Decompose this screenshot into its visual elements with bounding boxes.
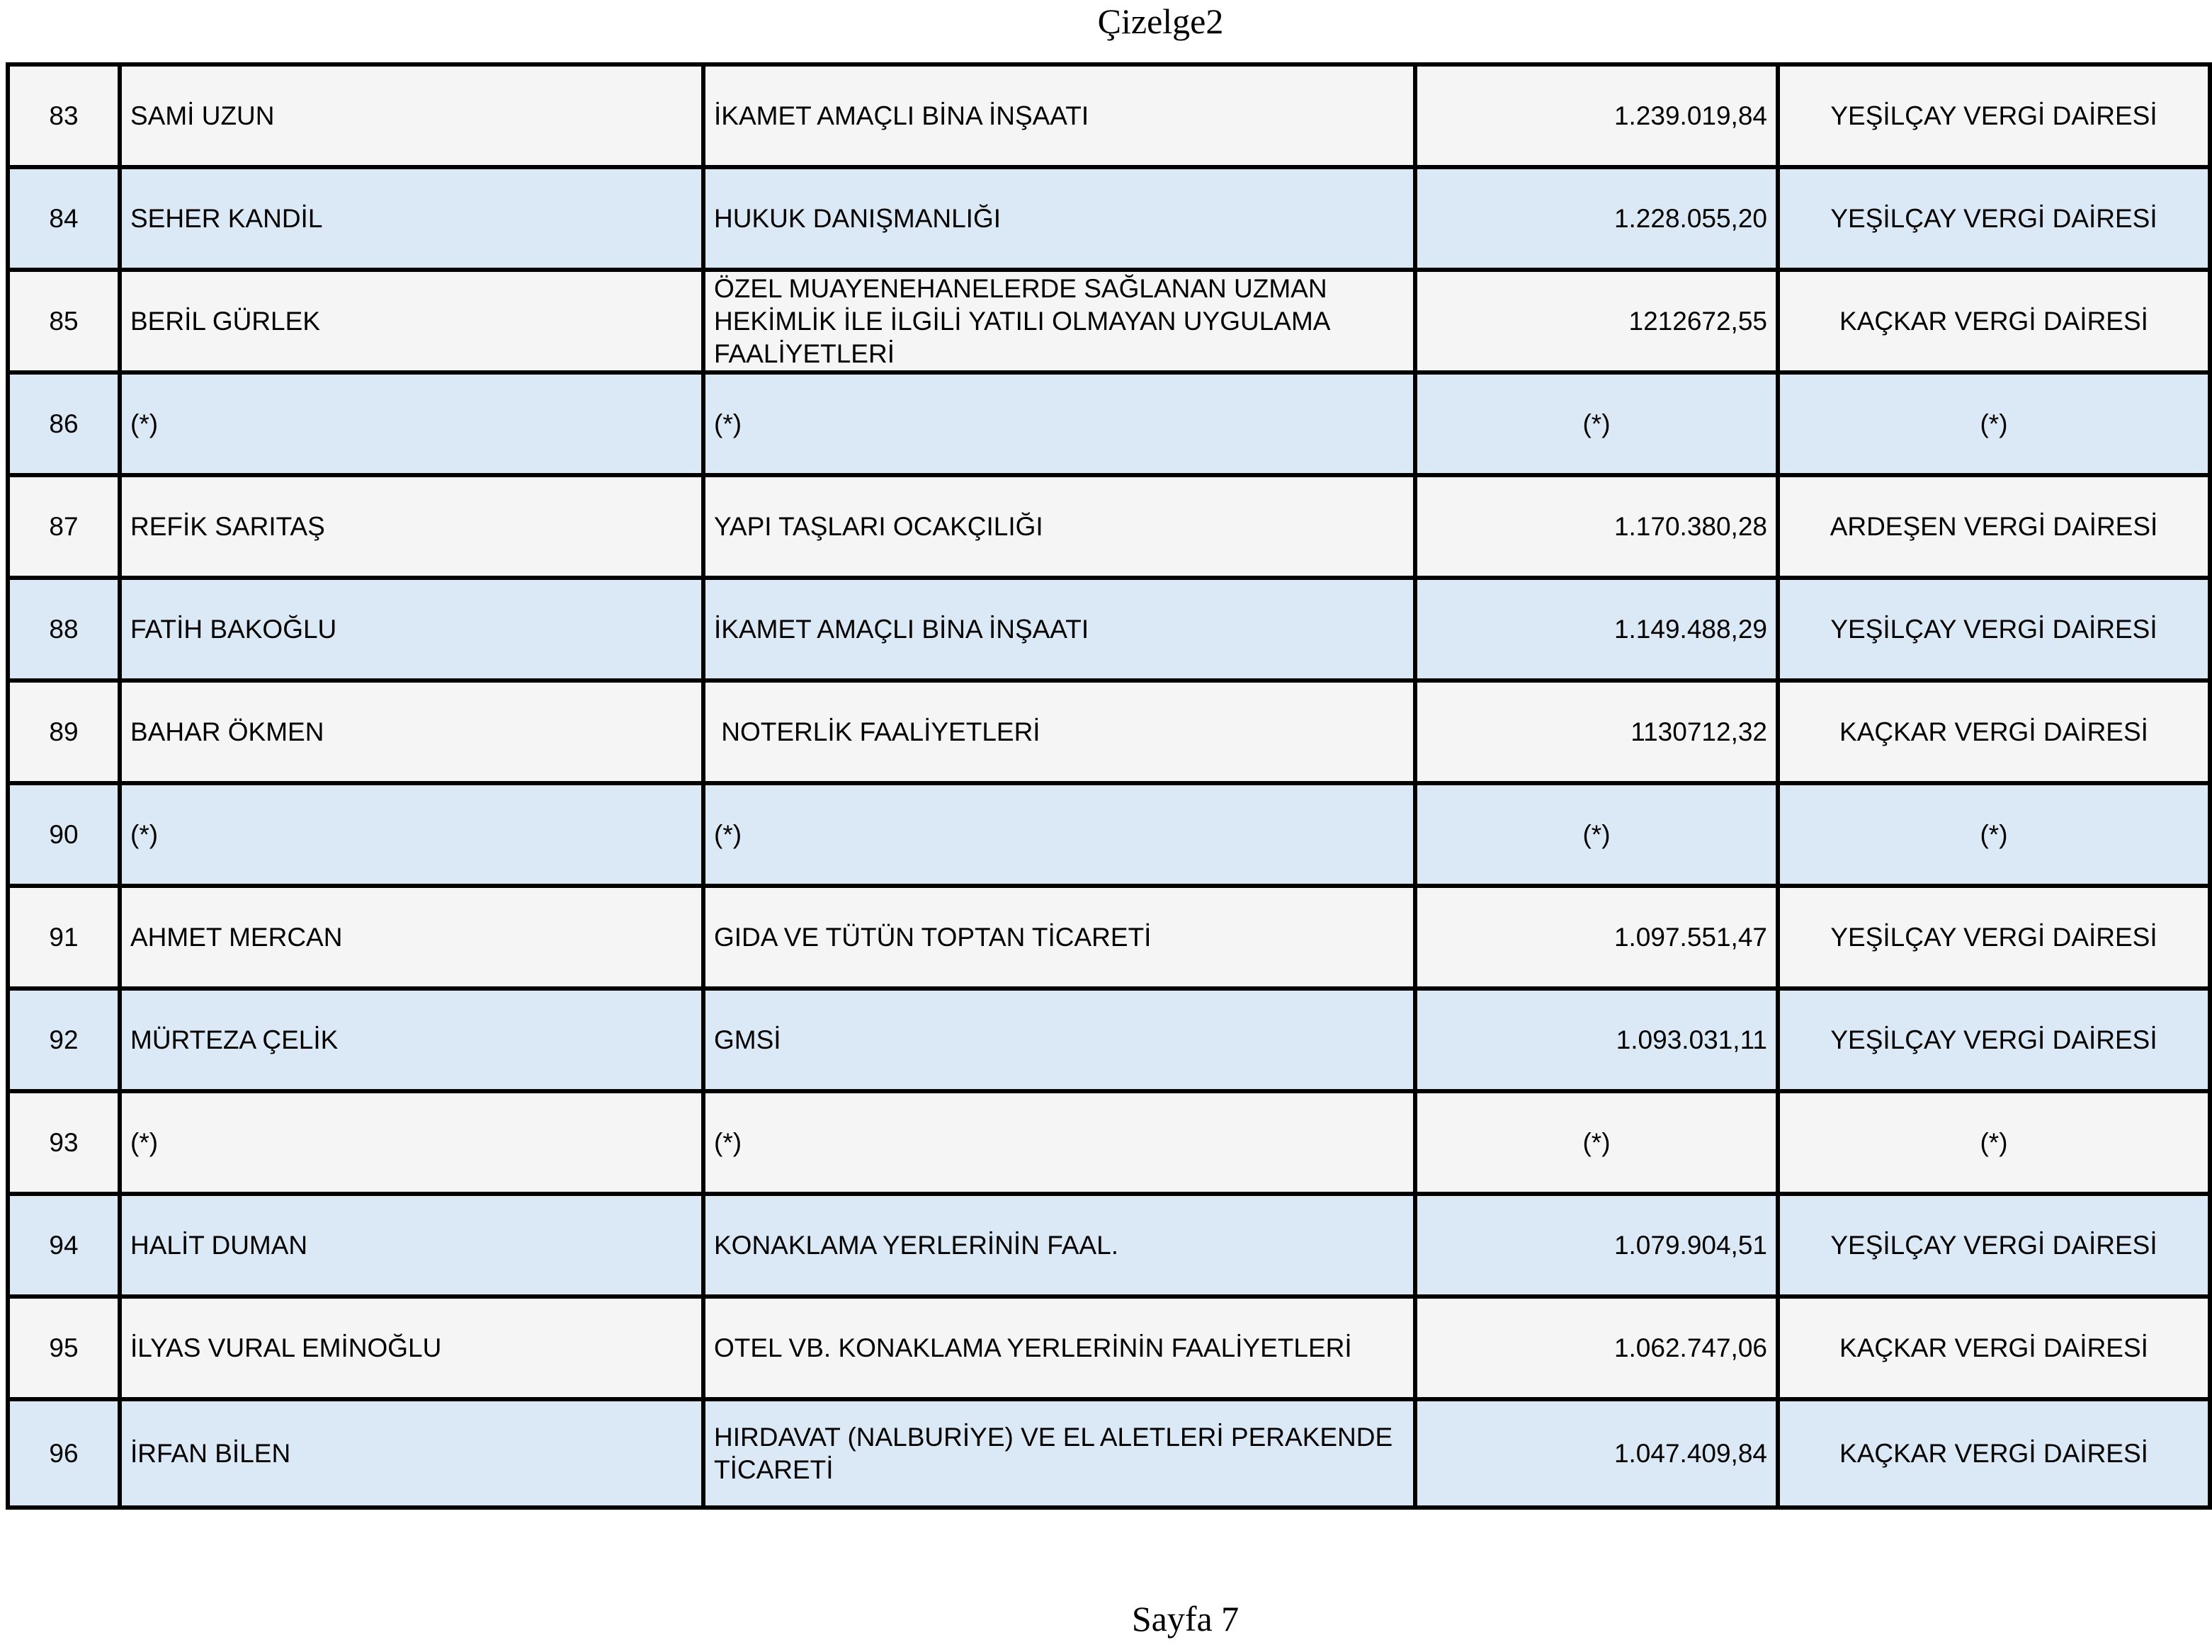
taxpayer-name-cell: SEHER KANDİL [120, 167, 703, 270]
activity-cell: (*) [703, 783, 1415, 886]
row-number-cell: 91 [8, 886, 120, 989]
taxpayer-name-cell: AHMET MERCAN [120, 886, 703, 989]
amount-cell: (*) [1415, 372, 1778, 475]
table-row [8, 475, 2210, 578]
tax-office-cell: ARDEŞEN VERGİ DAİRESİ [1778, 475, 2210, 578]
taxpayer-name-cell: SAMİ UZUN [120, 64, 703, 167]
table-row [8, 578, 2210, 680]
amount-cell: 1.079.904,51 [1415, 1194, 1778, 1297]
row-number-cell: 88 [8, 578, 120, 680]
tax-office-cell: YEŞİLÇAY VERGİ DAİRESİ [1778, 167, 2210, 270]
activity-cell: OTEL VB. KONAKLAMA YERLERİNİN FAALİYETLERİ [703, 1297, 1415, 1399]
amount-cell: 1.239.019,84 [1415, 64, 1778, 167]
activity-cell: ÖZEL MUAYENEHANELERDE SAĞLANAN UZMAN HEKİMLİK İLE İLGİLİ YATILI OLMAYAN UYGULAMA FAALİYETLERİ [703, 270, 1415, 372]
tax-office-cell: (*) [1778, 1091, 2210, 1194]
tax-office-cell: (*) [1778, 783, 2210, 886]
table-body [8, 64, 2210, 1508]
activity-cell: HUKUK DANIŞMANLIĞI [703, 167, 1415, 270]
activity-cell: İKAMET AMAÇLI BİNA İNŞAATI [703, 64, 1415, 167]
row-number-cell: 86 [8, 372, 120, 475]
table-row [8, 1091, 2210, 1194]
taxpayer-name-cell: REFİK SARITAŞ [120, 475, 703, 578]
table-row [8, 680, 2210, 783]
table-row [8, 372, 2210, 475]
row-number-cell: 85 [8, 270, 120, 372]
table-row [8, 167, 2210, 270]
amount-cell: 1.170.380,28 [1415, 475, 1778, 578]
table-row [8, 989, 2210, 1091]
activity-cell: YAPI TAŞLARI OCAKÇILIĞI [703, 475, 1415, 578]
table-row [8, 64, 2210, 167]
taxpayer-name-cell: (*) [120, 372, 703, 475]
taxpayer-name-cell: BAHAR ÖKMEN [120, 680, 703, 783]
taxpayer-name-cell: BERİL GÜRLEK [120, 270, 703, 372]
amount-cell: (*) [1415, 783, 1778, 886]
row-number-cell: 96 [8, 1399, 120, 1508]
activity-cell: HIRDAVAT (NALBURİYE) VE EL ALETLERİ PERAKENDE TİCARETİ [703, 1399, 1415, 1508]
tax-office-cell: KAÇKAR VERGİ DAİRESİ [1778, 270, 2210, 372]
tax-office-cell: YEŞİLÇAY VERGİ DAİRESİ [1778, 989, 2210, 1091]
amount-cell: 1.062.747,06 [1415, 1297, 1778, 1399]
taxpayer-name-cell: HALİT DUMAN [120, 1194, 703, 1297]
taxpayer-table [6, 62, 2212, 1510]
amount-cell: 1130712,32 [1415, 680, 1778, 783]
activity-cell: GIDA VE TÜTÜN TOPTAN TİCARETİ [703, 886, 1415, 989]
row-number-cell: 89 [8, 680, 120, 783]
activity-cell: İKAMET AMAÇLI BİNA İNŞAATI [703, 578, 1415, 680]
table-row [8, 783, 2210, 886]
amount-cell: 1.149.488,29 [1415, 578, 1778, 680]
row-number-cell: 87 [8, 475, 120, 578]
activity-cell: KONAKLAMA YERLERİNİN FAAL. [703, 1194, 1415, 1297]
activity-cell: NOTERLİK FAALİYETLERİ [703, 680, 1415, 783]
taxpayer-name-cell: MÜRTEZA ÇELİK [120, 989, 703, 1091]
table-row [8, 886, 2210, 989]
taxpayer-name-cell: FATİH BAKOĞLU [120, 578, 703, 680]
row-number-cell: 84 [8, 167, 120, 270]
table-title: Çizelge2 [1097, 1, 1224, 41]
tax-office-cell: YEŞİLÇAY VERGİ DAİRESİ [1778, 1194, 2210, 1297]
tax-office-cell: KAÇKAR VERGİ DAİRESİ [1778, 1297, 2210, 1399]
row-number-cell: 93 [8, 1091, 120, 1194]
table-row [8, 270, 2210, 372]
tax-office-cell: YEŞİLÇAY VERGİ DAİRESİ [1778, 578, 2210, 680]
amount-cell: 1.047.409,84 [1415, 1399, 1778, 1508]
activity-cell: (*) [703, 1091, 1415, 1194]
tax-office-cell: KAÇKAR VERGİ DAİRESİ [1778, 1399, 2210, 1508]
table-row [8, 1194, 2210, 1297]
taxpayer-name-cell: (*) [120, 783, 703, 886]
tax-office-cell: YEŞİLÇAY VERGİ DAİRESİ [1778, 886, 2210, 989]
amount-cell: 1212672,55 [1415, 270, 1778, 372]
tax-office-cell: (*) [1778, 372, 2210, 475]
row-number-cell: 95 [8, 1297, 120, 1399]
amount-cell: 1.097.551,47 [1415, 886, 1778, 989]
row-number-cell: 94 [8, 1194, 120, 1297]
page-number: Sayfa 7 [1131, 1599, 1240, 1639]
amount-cell: 1.228.055,20 [1415, 167, 1778, 270]
activity-cell: (*) [703, 372, 1415, 475]
table-row [8, 1399, 2210, 1508]
taxpayer-name-cell: (*) [120, 1091, 703, 1194]
row-number-cell: 90 [8, 783, 120, 886]
table-row [8, 1297, 2210, 1399]
tax-office-cell: KAÇKAR VERGİ DAİRESİ [1778, 680, 2210, 783]
tax-office-cell: YEŞİLÇAY VERGİ DAİRESİ [1778, 64, 2210, 167]
amount-cell: 1.093.031,11 [1415, 989, 1778, 1091]
row-number-cell: 83 [8, 64, 120, 167]
row-number-cell: 92 [8, 989, 120, 1091]
taxpayer-name-cell: İRFAN BİLEN [120, 1399, 703, 1508]
amount-cell: (*) [1415, 1091, 1778, 1194]
activity-cell: GMSİ [703, 989, 1415, 1091]
taxpayer-name-cell: İLYAS VURAL EMİNOĞLU [120, 1297, 703, 1399]
